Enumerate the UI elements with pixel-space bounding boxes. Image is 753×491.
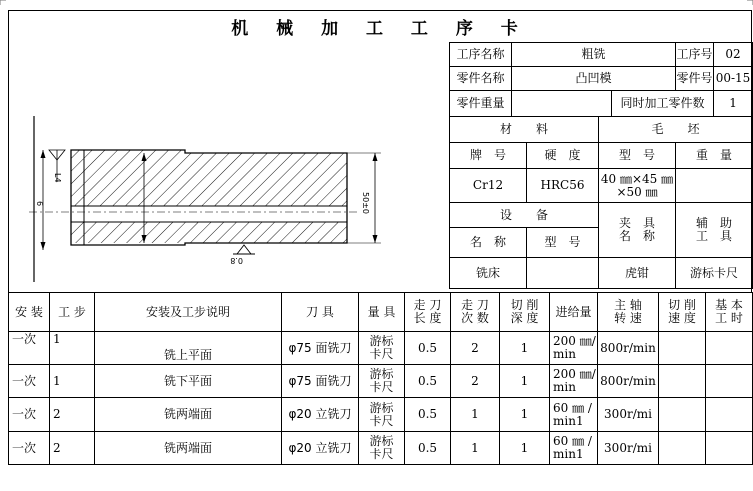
feed-rate-line-2: min1 <box>553 447 584 461</box>
aux-tool-value: 游标卡尺 <box>676 258 753 289</box>
step-cell: 1 <box>50 332 95 365</box>
feed-rate-line-1: 200 ㎜/ <box>553 367 596 381</box>
gauge-cell <box>359 432 405 465</box>
feed-rate-cell <box>550 398 598 432</box>
aux-tool-label <box>676 203 753 258</box>
header-passes-1: 走 刀 <box>461 298 489 312</box>
blank-size-value <box>599 169 676 203</box>
gauge-line-1: 游标 <box>369 434 394 448</box>
part-name-value: 凸凹模 <box>512 67 676 91</box>
table-row <box>9 432 753 465</box>
blank-label: 毛 坯 <box>599 117 753 143</box>
base-time-cell <box>706 332 753 365</box>
header-tool <box>282 293 359 332</box>
header-feed-length-2: 长 度 <box>413 311 442 325</box>
install-cell: 一次 <box>9 365 50 398</box>
header-cutting-speed-1: 切 削 <box>668 298 696 312</box>
header-spindle-speed-1: 主 轴 <box>614 298 642 312</box>
simul-count-label: 同时加工零件数 <box>612 91 714 117</box>
header-gauge <box>359 293 405 332</box>
passes-cell: 2 <box>451 332 500 365</box>
machine-model-label: 型 号 <box>527 228 599 258</box>
depth-cell: 1 <box>500 332 550 365</box>
gauge-cell <box>359 398 405 432</box>
arrow-up-icon <box>373 153 378 161</box>
table-row <box>9 398 753 432</box>
part-weight-value <box>512 91 612 117</box>
gauge-line-2: 卡尺 <box>369 447 394 461</box>
header-tool-text: 刀 具 <box>306 304 334 319</box>
step-cell: 1 <box>50 365 95 398</box>
part-name-label: 零件名称 <box>450 67 512 91</box>
op-name-label: 工序名称 <box>450 43 512 67</box>
machine-value: 铣床 <box>450 258 527 289</box>
header-cutting-speed-2: 速 度 <box>668 311 696 325</box>
header-depth <box>500 293 550 332</box>
tool-cell: φ75 面铣刀 <box>282 332 359 365</box>
part-weight-label: 零件重量 <box>450 91 512 117</box>
part-no-label: 零件号 <box>676 67 714 91</box>
feed-rate-line-1: 60 ㎜ / <box>553 434 592 448</box>
aux-tool-label-2: 工 具 <box>696 229 733 243</box>
table-row <box>9 332 753 365</box>
header-base-time-1: 基 本 <box>715 298 743 312</box>
cutting-speed-cell <box>659 332 706 365</box>
tool-cell: φ20 立铣刀 <box>282 432 359 465</box>
fixture-label-2: 名 称 <box>619 229 656 243</box>
cutting-speed-cell <box>659 365 706 398</box>
base-time-cell <box>706 432 753 465</box>
install-cell: 一次 <box>9 398 50 432</box>
header-description <box>95 293 282 332</box>
header-depth-1: 切 削 <box>510 298 539 312</box>
install-cell: 一次 <box>9 432 50 465</box>
header-feed-rate-text: 进给量 <box>555 304 592 319</box>
crop-mark-icon <box>747 0 753 5</box>
passes-cell: 1 <box>451 398 500 432</box>
machine-model-value <box>527 258 599 289</box>
hardness-label: 硬 度 <box>527 143 599 169</box>
aux-tool-label-1: 辅 助 <box>696 216 733 230</box>
header-cutting-speed <box>659 293 706 332</box>
feed-length-cell: 0.5 <box>405 332 451 365</box>
section-hatch-upper <box>71 153 347 206</box>
dim-label-left: L4 <box>53 173 62 183</box>
op-name-value: 粗铣 <box>512 43 676 67</box>
feed-rate-cell <box>550 432 598 465</box>
feed-length-cell: 0.5 <box>405 365 451 398</box>
arrow-up-icon <box>41 150 46 158</box>
part-drawing-svg <box>9 42 449 292</box>
fixture-label-1: 夹 具 <box>619 216 656 230</box>
header-passes-2: 次 数 <box>461 311 489 325</box>
depth-cell: 1 <box>500 432 550 465</box>
step-cell: 2 <box>50 432 95 465</box>
header-feed-rate <box>550 293 598 332</box>
feed-length-cell: 0.5 <box>405 432 451 465</box>
gauge-line-2: 卡尺 <box>369 413 394 428</box>
info-table <box>449 42 753 289</box>
arrow-down-icon <box>41 242 46 250</box>
description-cell: 铣两端面 <box>95 432 282 465</box>
header-step <box>50 293 95 332</box>
depth-cell: 1 <box>500 365 550 398</box>
spindle-speed-cell: 800r/min <box>598 332 659 365</box>
section-hatch-step <box>71 150 185 153</box>
spindle-speed-cell: 300r/mi <box>598 432 659 465</box>
equipment-label: 设 备 <box>450 203 599 228</box>
dim-label-right: 50±0 <box>361 192 370 214</box>
arrow-down-icon <box>373 235 378 243</box>
depth-cell: 1 <box>500 398 550 432</box>
gauge-line-1: 游标 <box>369 367 394 381</box>
grade-label: 牌 号 <box>450 143 527 169</box>
header-description-text: 安装及工步说明 <box>145 304 230 319</box>
cutting-speed-cell <box>659 398 706 432</box>
header-depth-2: 深 度 <box>510 311 539 325</box>
header-spindle-speed-2: 转 速 <box>614 311 642 325</box>
page-title: 机 械 加 工 工 序 卡 <box>231 18 529 39</box>
passes-cell: 2 <box>451 365 500 398</box>
tool-cell: φ20 立铣刀 <box>282 398 359 432</box>
blank-weight-label: 重 量 <box>676 143 753 169</box>
header-feed-length <box>405 293 451 332</box>
blank-weight-value <box>676 169 753 203</box>
step-cell: 2 <box>50 398 95 432</box>
table-row <box>9 365 753 398</box>
header-base-time <box>706 293 753 332</box>
description-cell: 铣两端面 <box>95 398 282 432</box>
hardness-value: HRC56 <box>527 169 599 203</box>
spindle-speed-cell: 800r/min <box>598 365 659 398</box>
header-passes <box>451 293 500 332</box>
material-label: 材 料 <box>450 117 599 143</box>
spindle-speed-cell: 300r/mi <box>598 398 659 432</box>
part-no-value: 00-15 <box>714 67 753 91</box>
roughness-value: 0.8 <box>230 256 243 265</box>
cutting-speed-cell <box>659 432 706 465</box>
machine-name-label: 名 称 <box>450 228 527 258</box>
crop-mark-icon <box>0 0 6 5</box>
feed-length-cell: 0.5 <box>405 398 451 432</box>
section-hatch-lower <box>71 222 347 243</box>
gauge-line-2: 卡尺 <box>369 347 394 361</box>
feed-rate-cell <box>550 365 598 398</box>
feed-rate-line-2: min1 <box>553 413 584 428</box>
header-spindle-speed <box>598 293 659 332</box>
blank-model-label: 型 号 <box>599 143 676 169</box>
operations-table <box>8 292 753 465</box>
header-base-time-2: 工 时 <box>715 311 743 325</box>
header-step-text: 工 步 <box>58 304 86 319</box>
gauge-line-1: 游标 <box>369 334 394 348</box>
gauge-line-1: 游标 <box>369 400 394 415</box>
header-feed-length-1: 走 刀 <box>413 298 442 312</box>
roughness-symbol-icon <box>237 245 251 254</box>
blank-size-line2: ×50 ㎜ <box>616 184 658 199</box>
blank-size-line1: 40 ㎜×45 ㎜ <box>600 171 674 186</box>
feed-rate-line-2: min <box>553 380 576 394</box>
gauge-line-2: 卡尺 <box>369 380 394 394</box>
gauge-cell <box>359 365 405 398</box>
base-time-cell <box>706 398 753 432</box>
op-no-value: 02 <box>714 43 753 67</box>
header-install <box>9 293 50 332</box>
base-time-cell <box>706 365 753 398</box>
simul-count-value: 1 <box>714 91 753 117</box>
op-no-label: 工序号 <box>676 43 714 67</box>
install-cell: 一次 <box>9 332 50 365</box>
gauge-cell <box>359 332 405 365</box>
feed-rate-line-2: min <box>553 347 576 361</box>
grade-value: Cr12 <box>450 169 527 203</box>
description-cell: 铣下平面 <box>95 365 282 398</box>
tool-cell: φ75 面铣刀 <box>282 365 359 398</box>
description-cell: 铣上平面 <box>95 332 282 365</box>
feed-rate-cell <box>550 332 598 365</box>
dim-label-left-2: 6 <box>35 201 44 207</box>
feed-rate-line-1: 200 ㎜/ <box>553 334 596 348</box>
fixture-value: 虎钳 <box>599 258 676 289</box>
fixture-label <box>599 203 676 258</box>
part-drawing <box>9 42 449 292</box>
table-header-row <box>9 293 753 332</box>
header-install-text: 安 装 <box>15 304 43 319</box>
feed-rate-line-1: 60 ㎜ / <box>553 400 592 415</box>
passes-cell: 1 <box>451 432 500 465</box>
header-gauge-text: 量 具 <box>367 304 396 319</box>
